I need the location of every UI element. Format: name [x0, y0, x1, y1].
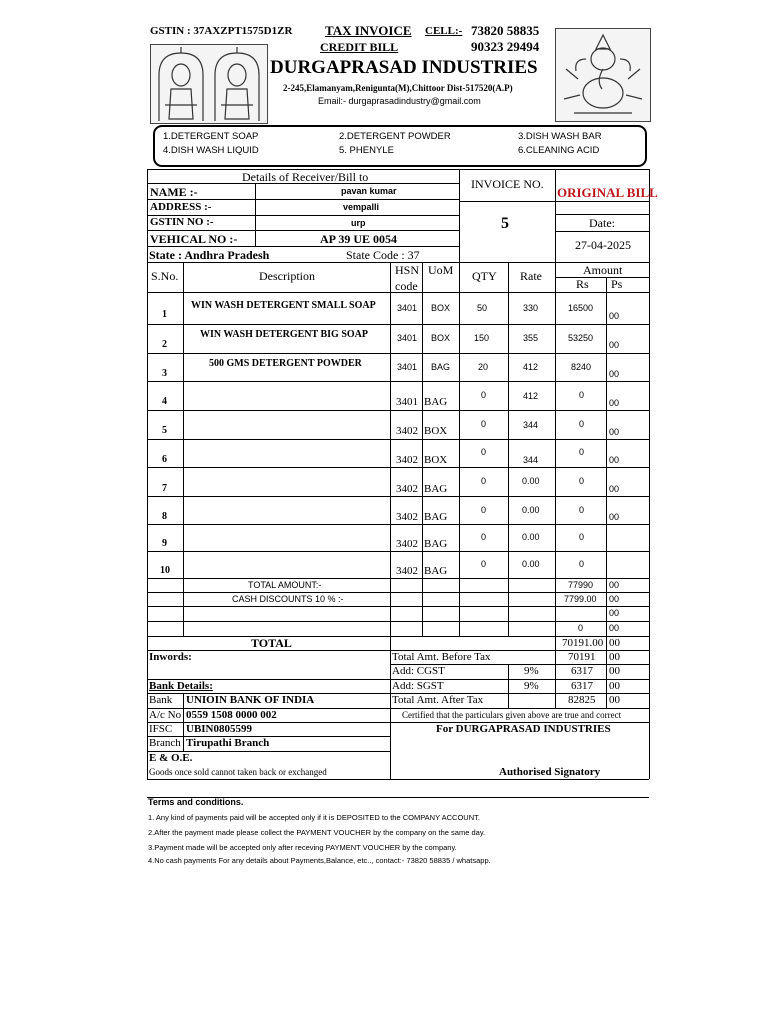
item-rs: 0	[579, 476, 585, 486]
invoice-no-label: INVOICE NO.	[471, 177, 544, 191]
receiver-gstin: urp	[351, 218, 366, 228]
cgst-rate: 9%	[524, 665, 539, 677]
product-item: 3.DISH WASH BAR	[518, 131, 602, 142]
before-tax-ps: 00	[609, 651, 620, 663]
total-amount-label: TOTAL AMOUNT:-	[248, 580, 322, 590]
item-rate: 412	[523, 391, 539, 401]
bank-name-label: Bank	[149, 694, 173, 706]
item-uom: BAG	[424, 396, 448, 408]
item-hsn: 3401	[397, 333, 418, 343]
col-description: Description	[259, 269, 315, 283]
item-sno: 1	[162, 309, 167, 320]
account-label: A/c No	[149, 709, 182, 721]
item-sno: 8	[162, 511, 167, 522]
gstin-label: GSTIN : 37AXZPT1575D1ZR	[150, 25, 293, 37]
item-rs: 0	[579, 532, 585, 542]
col-rs: Rs	[576, 277, 589, 291]
after-tax-ps: 00	[609, 694, 620, 706]
before-tax-value: 70191	[568, 651, 596, 663]
item-uom: BAG	[424, 565, 448, 577]
item-qty: 150	[474, 333, 490, 343]
item-sno: 7	[162, 483, 167, 494]
item-rs: 8240	[571, 362, 592, 372]
zero-row-ps: 00	[609, 623, 620, 633]
company-name: DURGAPRASAD INDUSTRIES	[270, 57, 538, 78]
item-rate: 344	[523, 420, 539, 430]
cash-discount-ps: 00	[609, 594, 620, 604]
cgst-value: 6317	[571, 665, 593, 677]
bank-details-label: Bank Details:	[149, 680, 213, 692]
bank-name: UNIOIN BANK OF INDIA	[186, 694, 315, 706]
terms-line: 4.No cash payments For any details about Payments,Balance, etc.., contact:- 73820 58835 / whatsapp.	[148, 856, 491, 865]
sgst-rate: 9%	[524, 680, 539, 692]
item-uom: BAG	[424, 538, 448, 550]
blank-row-ps: 00	[609, 608, 620, 618]
item-description: WIN WASH DETERGENT BIG SOAP	[200, 329, 369, 340]
item-sno: 5	[162, 425, 167, 436]
tax-invoice-title: TAX INVOICE	[325, 23, 412, 38]
state-label: State : Andhra Pradesh	[149, 248, 270, 262]
product-item: 1.DETERGENT SOAP	[163, 131, 259, 142]
eoe-label: E & O.E.	[149, 752, 193, 764]
original-bill-label: ORIGINAL BILL	[557, 185, 658, 200]
item-ps: 00	[609, 311, 620, 321]
item-ps: 00	[609, 512, 620, 522]
product-item: 5. PHENYLE	[339, 145, 394, 156]
vehicle-number: AP 39 UE 0054	[320, 232, 398, 246]
date-label: Date:	[589, 216, 615, 230]
item-qty: 0	[481, 419, 487, 429]
item-uom: BOX	[431, 333, 451, 343]
company-address: 2-245,Elamanyam,Renigunta(M),Chittoor Dist-517520(A.P)	[283, 83, 513, 93]
item-rate: 330	[523, 303, 539, 313]
deity-image-left	[150, 44, 268, 124]
branch-name: Tirupathi Branch	[186, 737, 270, 749]
terms-title: Terms and conditions.	[148, 797, 244, 807]
item-rs: 0	[579, 559, 585, 569]
item-rs: 0	[579, 419, 585, 429]
item-hsn: 3401	[396, 396, 418, 408]
col-amount: Amount	[583, 263, 623, 277]
ifsc-label: IFSC	[149, 723, 173, 735]
item-hsn: 3402	[396, 454, 418, 466]
certified-text: Certified that the particulars given above are true and correct	[402, 710, 622, 720]
item-hsn: 3401	[397, 362, 418, 372]
item-qty: 0	[481, 476, 487, 486]
cgst-ps: 00	[609, 665, 620, 677]
phone-2: 90323 29494	[471, 39, 540, 54]
sgst-value: 6317	[571, 680, 593, 692]
inwords-label: Inwords:	[149, 651, 192, 663]
item-ps: 00	[609, 369, 620, 379]
item-ps: 00	[609, 398, 620, 408]
item-hsn: 3401	[397, 303, 418, 313]
cgst-label: Add: CGST	[392, 665, 445, 677]
sgst-label: Add: SGST	[392, 680, 444, 692]
item-uom: BAG	[431, 362, 451, 372]
item-sno: 9	[162, 538, 167, 549]
item-rate: 344	[523, 455, 539, 465]
col-ps: Ps	[611, 277, 623, 291]
after-tax-value: 82825	[568, 694, 596, 706]
for-company-label: For DURGAPRASAD INDUSTRIES	[436, 723, 611, 735]
branch-label: Branch	[149, 737, 181, 749]
col-sno: S.No.	[151, 269, 179, 283]
item-qty: 0	[481, 532, 487, 542]
item-hsn: 3402	[396, 425, 418, 437]
item-hsn: 3402	[396, 483, 418, 495]
item-sno: 6	[162, 454, 167, 465]
total-label: TOTAL	[251, 636, 292, 650]
item-hsn: 3402	[396, 565, 418, 577]
total-value: 70191.00	[562, 637, 604, 649]
item-qty: 20	[478, 362, 489, 372]
item-ps: 00	[609, 427, 620, 437]
item-qty: 0	[481, 559, 487, 569]
item-qty: 50	[477, 303, 488, 313]
item-uom: BOX	[424, 454, 448, 466]
item-uom: BAG	[424, 483, 448, 495]
deity-image-right	[555, 28, 651, 122]
item-rate: 0.00	[522, 505, 540, 515]
item-description: WIN WASH DETERGENT SMALL SOAP	[191, 300, 376, 311]
ifsc-code: UBIN0805599	[186, 723, 253, 735]
phone-1: 73820 58835	[471, 23, 540, 38]
item-uom: BOX	[424, 425, 448, 437]
item-rs: 0	[579, 447, 585, 457]
item-rs: 0	[579, 390, 585, 400]
col-hsn-code: code	[395, 279, 418, 293]
account-number: 0559 1508 0000 002	[186, 709, 277, 721]
cell-label: CELL:-	[425, 25, 463, 37]
cash-discount-value: 7799.00	[564, 594, 597, 604]
item-ps: 00	[609, 340, 620, 350]
terms-line: 3.Payment made will be accepted only after receving PAYMENT VOUCHER by the company.	[148, 843, 457, 852]
item-sno: 2	[162, 339, 167, 350]
receiver-address: vempalli	[343, 202, 380, 212]
state-code: State Code : 37	[346, 248, 420, 262]
ganesha-icon	[556, 29, 650, 121]
company-email: Email:- durgaprasadindustry@gmail.com	[318, 96, 481, 106]
before-tax-label: Total Amt. Before Tax	[392, 651, 491, 663]
item-description: 500 GMS DETERGENT POWDER	[209, 358, 362, 369]
receiver-name: pavan kumar	[341, 186, 397, 196]
goods-notice: Goods once sold cannot taken back or exchanged	[149, 767, 327, 777]
item-uom: BAG	[424, 511, 448, 523]
cash-discount-label: CASH DISCOUNTS 10 % :-	[232, 594, 344, 604]
item-sno: 3	[162, 368, 167, 379]
item-rate: 355	[523, 333, 539, 343]
col-hsn: HSN	[395, 263, 420, 277]
col-rate: Rate	[520, 269, 542, 283]
item-rate: 0.00	[522, 532, 540, 542]
item-qty: 0	[481, 447, 487, 457]
total-amount-ps: 00	[609, 580, 620, 590]
product-item: 2.DETERGENT POWDER	[339, 131, 451, 142]
sgst-ps: 00	[609, 680, 620, 692]
item-qty: 0	[481, 505, 487, 515]
product-item: 6.CLEANING ACID	[518, 145, 600, 156]
temple-deity-icon	[151, 45, 267, 123]
item-rs: 16500	[568, 303, 594, 313]
authorised-signatory: Authorised Signatory	[499, 766, 601, 778]
invoice-number: 5	[501, 215, 509, 232]
item-rate: 0.00	[522, 476, 540, 486]
credit-bill-label: CREDIT BILL	[320, 40, 399, 54]
receiver-section-title: Details of Receiver/Bill to	[242, 170, 369, 184]
invoice-date: 27-04-2025	[575, 238, 631, 252]
item-sno: 4	[162, 396, 167, 407]
item-uom: BOX	[431, 303, 451, 313]
item-rs: 53250	[568, 333, 594, 343]
gstin-no-label: GSTIN NO :-	[150, 216, 214, 228]
item-ps: 00	[609, 455, 620, 465]
col-qty: QTY	[472, 269, 497, 283]
total-ps: 00	[609, 637, 620, 649]
col-uom: UoM	[428, 263, 454, 277]
terms-line: 2.After the payment made please collect the PAYMENT VOUCHER by the company on the same day.	[148, 828, 486, 837]
after-tax-label: Total Amt. After Tax	[392, 694, 484, 706]
item-rate: 412	[523, 362, 539, 372]
item-sno: 10	[160, 565, 170, 576]
zero-row-rs: 0	[578, 623, 584, 633]
item-hsn: 3402	[396, 538, 418, 550]
item-hsn: 3402	[396, 511, 418, 523]
item-rs: 0	[579, 505, 585, 515]
total-amount-value: 77990	[568, 580, 594, 590]
name-label: NAME :-	[150, 185, 198, 199]
item-qty: 0	[481, 390, 487, 400]
product-item: 4.DISH WASH LIQUID	[163, 145, 259, 156]
address-label: ADDRESS :-	[150, 201, 212, 213]
item-rate: 0.00	[522, 559, 540, 569]
terms-line: 1. Any kind of payments paid will be accepted only if it is DEPOSITED to the COMPANY ACCOUNT.	[148, 813, 480, 822]
item-ps: 00	[609, 484, 620, 494]
vehicle-label: VEHICAL NO :-	[150, 232, 238, 246]
